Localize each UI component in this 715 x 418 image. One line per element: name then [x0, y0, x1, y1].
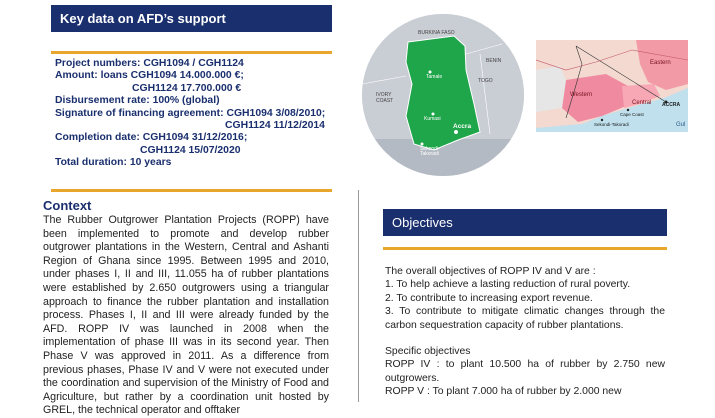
specific-objective-item: ROPP IV : to plant 10.500 ha of rubber by 2.750 new outgrowers. — [385, 359, 665, 384]
key-data-line: Amount: loans CGH1094 14.000.000 €; — [55, 70, 244, 82]
spacer — [385, 332, 665, 345]
column-divider — [358, 190, 359, 402]
key-data-divider — [51, 51, 332, 54]
map-label-burkina: BURKINA FASO — [418, 30, 455, 36]
key-data-line: Project numbers: CGH1094 / CGH1124 — [55, 58, 244, 69]
objectives-body — [385, 265, 665, 399]
context-title: Context — [43, 198, 92, 213]
region-label-gulf: Gul — [676, 122, 686, 128]
key-data-bottom-divider — [51, 189, 332, 192]
key-data-line: Completion date: CGH1094 31/12/2016; — [55, 132, 248, 144]
key-data-list — [55, 58, 340, 170]
map-label-sekondi: Sekondi-Takoradi — [420, 146, 440, 157]
objective-item: 3. To contribute to mitigate climatic changes through the carbon sequestration capacity of rubber plantations. — [385, 306, 665, 331]
specific-objectives-title: Specific objectives — [385, 346, 471, 358]
objective-item: 1. To help achieve a lasting reduction of rural poverty. — [385, 279, 631, 291]
region-label-central: Central — [632, 100, 652, 106]
region-label-cape-coast: Cape Coast — [620, 112, 644, 117]
key-data-line: CGH1124 17.700.000 € — [132, 82, 242, 94]
region-label-eastern: Eastern — [650, 60, 671, 66]
map-label-kumasi: Kumasi — [424, 116, 441, 122]
objectives-intro: The overall objectives of ROPP IV and V are : — [385, 266, 596, 277]
region-label-accra: ACCRA — [662, 102, 681, 108]
objective-item: 2. To contribute to increasing export revenue. — [385, 292, 593, 304]
map-label-ivory-coast: IVORY COAST — [376, 92, 394, 104]
region-map-graphic — [536, 40, 688, 132]
key-data-line: Signature of financing agreement: CGH1094 3/08/2010; — [55, 107, 326, 119]
map-label-benin: BENIN — [486, 58, 502, 64]
map-label-tamale: Tamale — [426, 74, 443, 80]
ghana-map — [362, 14, 524, 176]
objectives-divider — [383, 247, 667, 250]
key-data-title: Key data on AFD’s support — [51, 5, 332, 32]
map-label-accra: Accra — [453, 123, 472, 130]
objectives-title: Objectives — [383, 209, 667, 236]
key-data-line: CGH1124 11/12/2014 — [225, 120, 325, 132]
context-body: The Rubber Outgrower Plantation Projects (ROPP) have been implemented to promote and develop rubber outgrower plantations in the Western, Central and Ashanti Region of Ghana since 1995. Between 1995 and 2010, under phases I, II and III, 11.055 ha of rubber plantations were established by 2.650 outgrowers using a triangular approach to finance the rubber plantation and installation process. Phases I, II and III were already funded by the AFD. ROPP IV was launched in 2008 when the implementation of phase III was in its second year. Then Phase V was approved in 2011. As a difference from previous phases, Phase IV and V were not executed under the coordination and supervision of the Ministry of Food and Agriculture, but rather by a coordination unit hosted by GREL, the technical operator and offtaker — [43, 214, 329, 417]
region-label-takoradi: Sekondi-Takoradi — [594, 122, 629, 127]
map-label-togo: TOGO — [478, 78, 493, 84]
key-data-line: Total duration: 10 years — [55, 157, 172, 169]
region-label-western: Western — [570, 92, 593, 98]
key-data-line: Disbursement rate: 100% (global) — [55, 95, 220, 107]
region-map — [536, 40, 688, 132]
specific-objective-item-cut: ROPP V : To plant 7.000 ha of rubber by 2.000 new — [385, 386, 622, 398]
key-data-line: CGH1124 15/07/2020 — [140, 144, 241, 156]
